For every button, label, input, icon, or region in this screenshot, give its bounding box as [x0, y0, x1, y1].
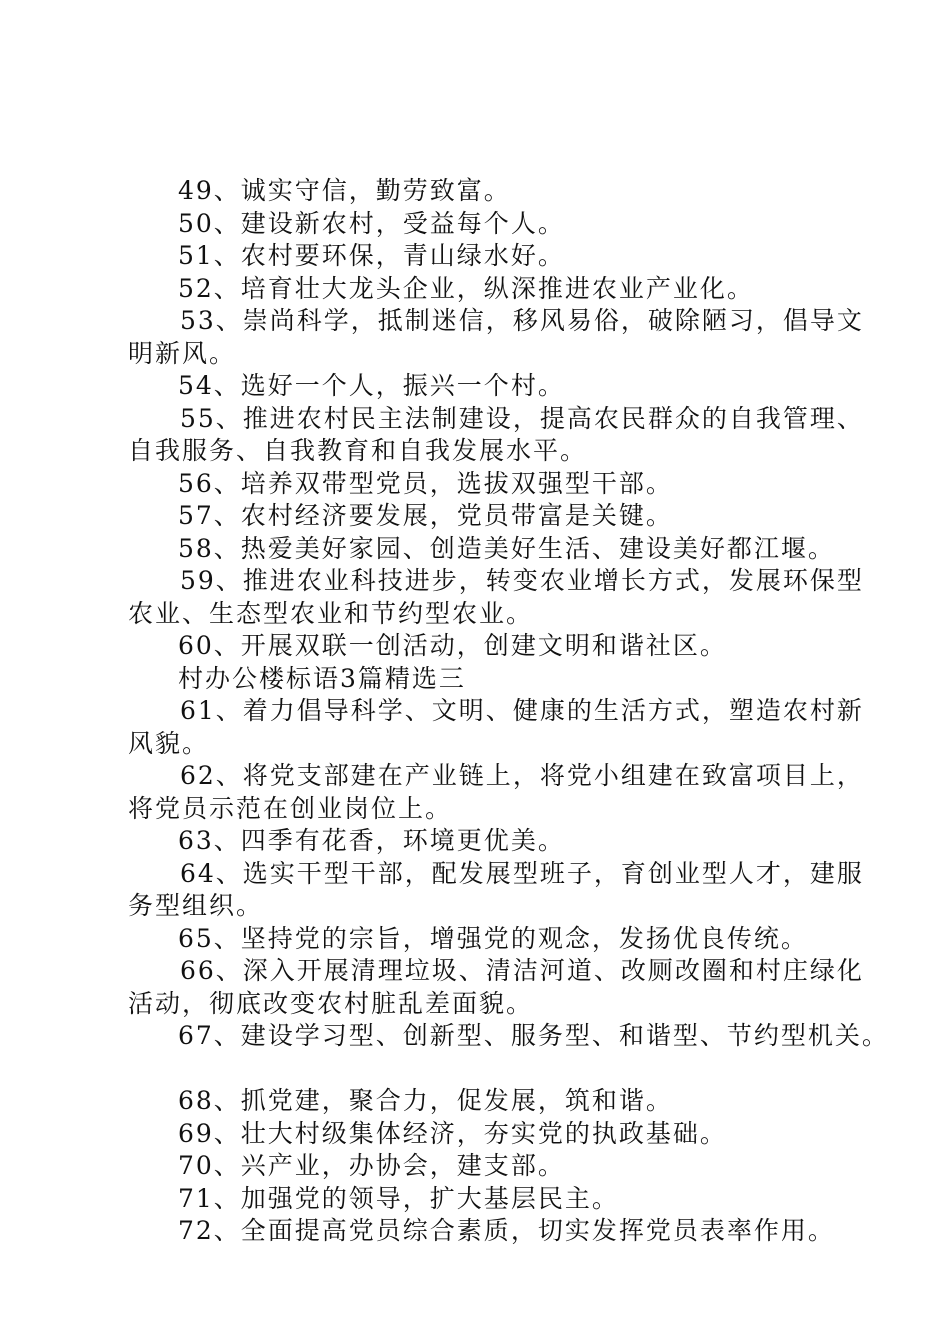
blank-line [128, 1053, 848, 1086]
slogan-line-59: 59、推进农业科技进步，转变农业增长方式，发展环保型 [180, 566, 864, 595]
slogan-line-63: 63、四季有花香，环境更优美。 [178, 826, 565, 855]
slogan-line-68: 68、抓党建，聚合力，促发展，筑和谐。 [178, 1086, 673, 1115]
slogan-line-56: 56、培养双带型党员，选拔双强型干部。 [178, 468, 673, 498]
slogan-line-62-cont: 将党员示范在创业岗位上。 [128, 793, 453, 823]
slogan-line-64-cont: 务型组织。 [128, 891, 264, 920]
section-heading: 村办公楼标语3篇精选三 [178, 663, 466, 693]
slogan-line-55-cont: 自我服务、自我教育和自我发展水平。 [128, 436, 588, 465]
slogan-line-53: 53、崇尚科学，抵制迷信，移风易俗，破除陋习，倡导文 [180, 306, 864, 335]
slogan-line-65: 65、坚持党的宗旨，增强党的观念，发扬优良传统。 [178, 923, 808, 953]
slogan-line-69: 69、壮大村级集体经济，夯实党的执政基础。 [178, 1118, 727, 1148]
slogan-line-61-cont: 风貌。 [128, 728, 210, 758]
slogan-line-54: 54、选好一个人，振兴一个村。 [178, 371, 565, 400]
slogan-line-52: 52、培育壮大龙头企业，纵深推进农业产业化。 [178, 273, 754, 303]
slogan-line-66: 66、深入开展清理垃圾、清洁河道、改厕改圈和村庄绿化 [180, 956, 864, 985]
slogan-line-57: 57、农村经济要发展，党员带富是关键。 [178, 501, 673, 530]
slogan-line-59-cont: 农业、生态型农业和节约型农业。 [128, 598, 534, 628]
slogan-line-62: 62、将党支部建在产业链上，将党小组建在致富项目上， [180, 761, 864, 790]
slogan-line-72: 72、全面提高党员综合素质，切实发挥党员表率作用。 [178, 1216, 835, 1245]
slogan-line-51: 51、农村要环保，青山绿水好。 [178, 241, 565, 270]
slogan-line-67: 67、建设学习型、创新型、服务型、和谐型、节约型机关。 [178, 1021, 889, 1050]
slogan-line-50: 50、建设新农村，受益每个人。 [178, 208, 565, 238]
slogan-line-64: 64、选实干型干部，配发展型班子，育创业型人才，建服 [180, 858, 864, 888]
slogan-line-61: 61、着力倡导科学、文明、健康的生活方式，塑造农村新 [180, 696, 864, 725]
slogan-line-55: 55、推进农村民主法制建设，提高农民群众的自我管理、 [180, 403, 864, 433]
slogan-line-70: 70、兴产业，办协会，建支部。 [178, 1151, 565, 1180]
slogan-line-71: 71、加强党的领导，扩大基层民主。 [178, 1183, 619, 1213]
slogan-line-60: 60、开展双联一创活动，创建文明和谐社区。 [178, 631, 727, 660]
document-body [128, 175, 889, 1248]
slogan-line-58: 58、热爱美好家园、创造美好生活、建设美好都江堰。 [178, 533, 835, 563]
slogan-line-49: 49、诚实守信，勤劳致富。 [178, 176, 511, 205]
slogan-line-53-cont: 明新风。 [128, 338, 237, 368]
slogan-line-66-cont: 活动，彻底改变农村脏乱差面貌。 [128, 988, 534, 1018]
